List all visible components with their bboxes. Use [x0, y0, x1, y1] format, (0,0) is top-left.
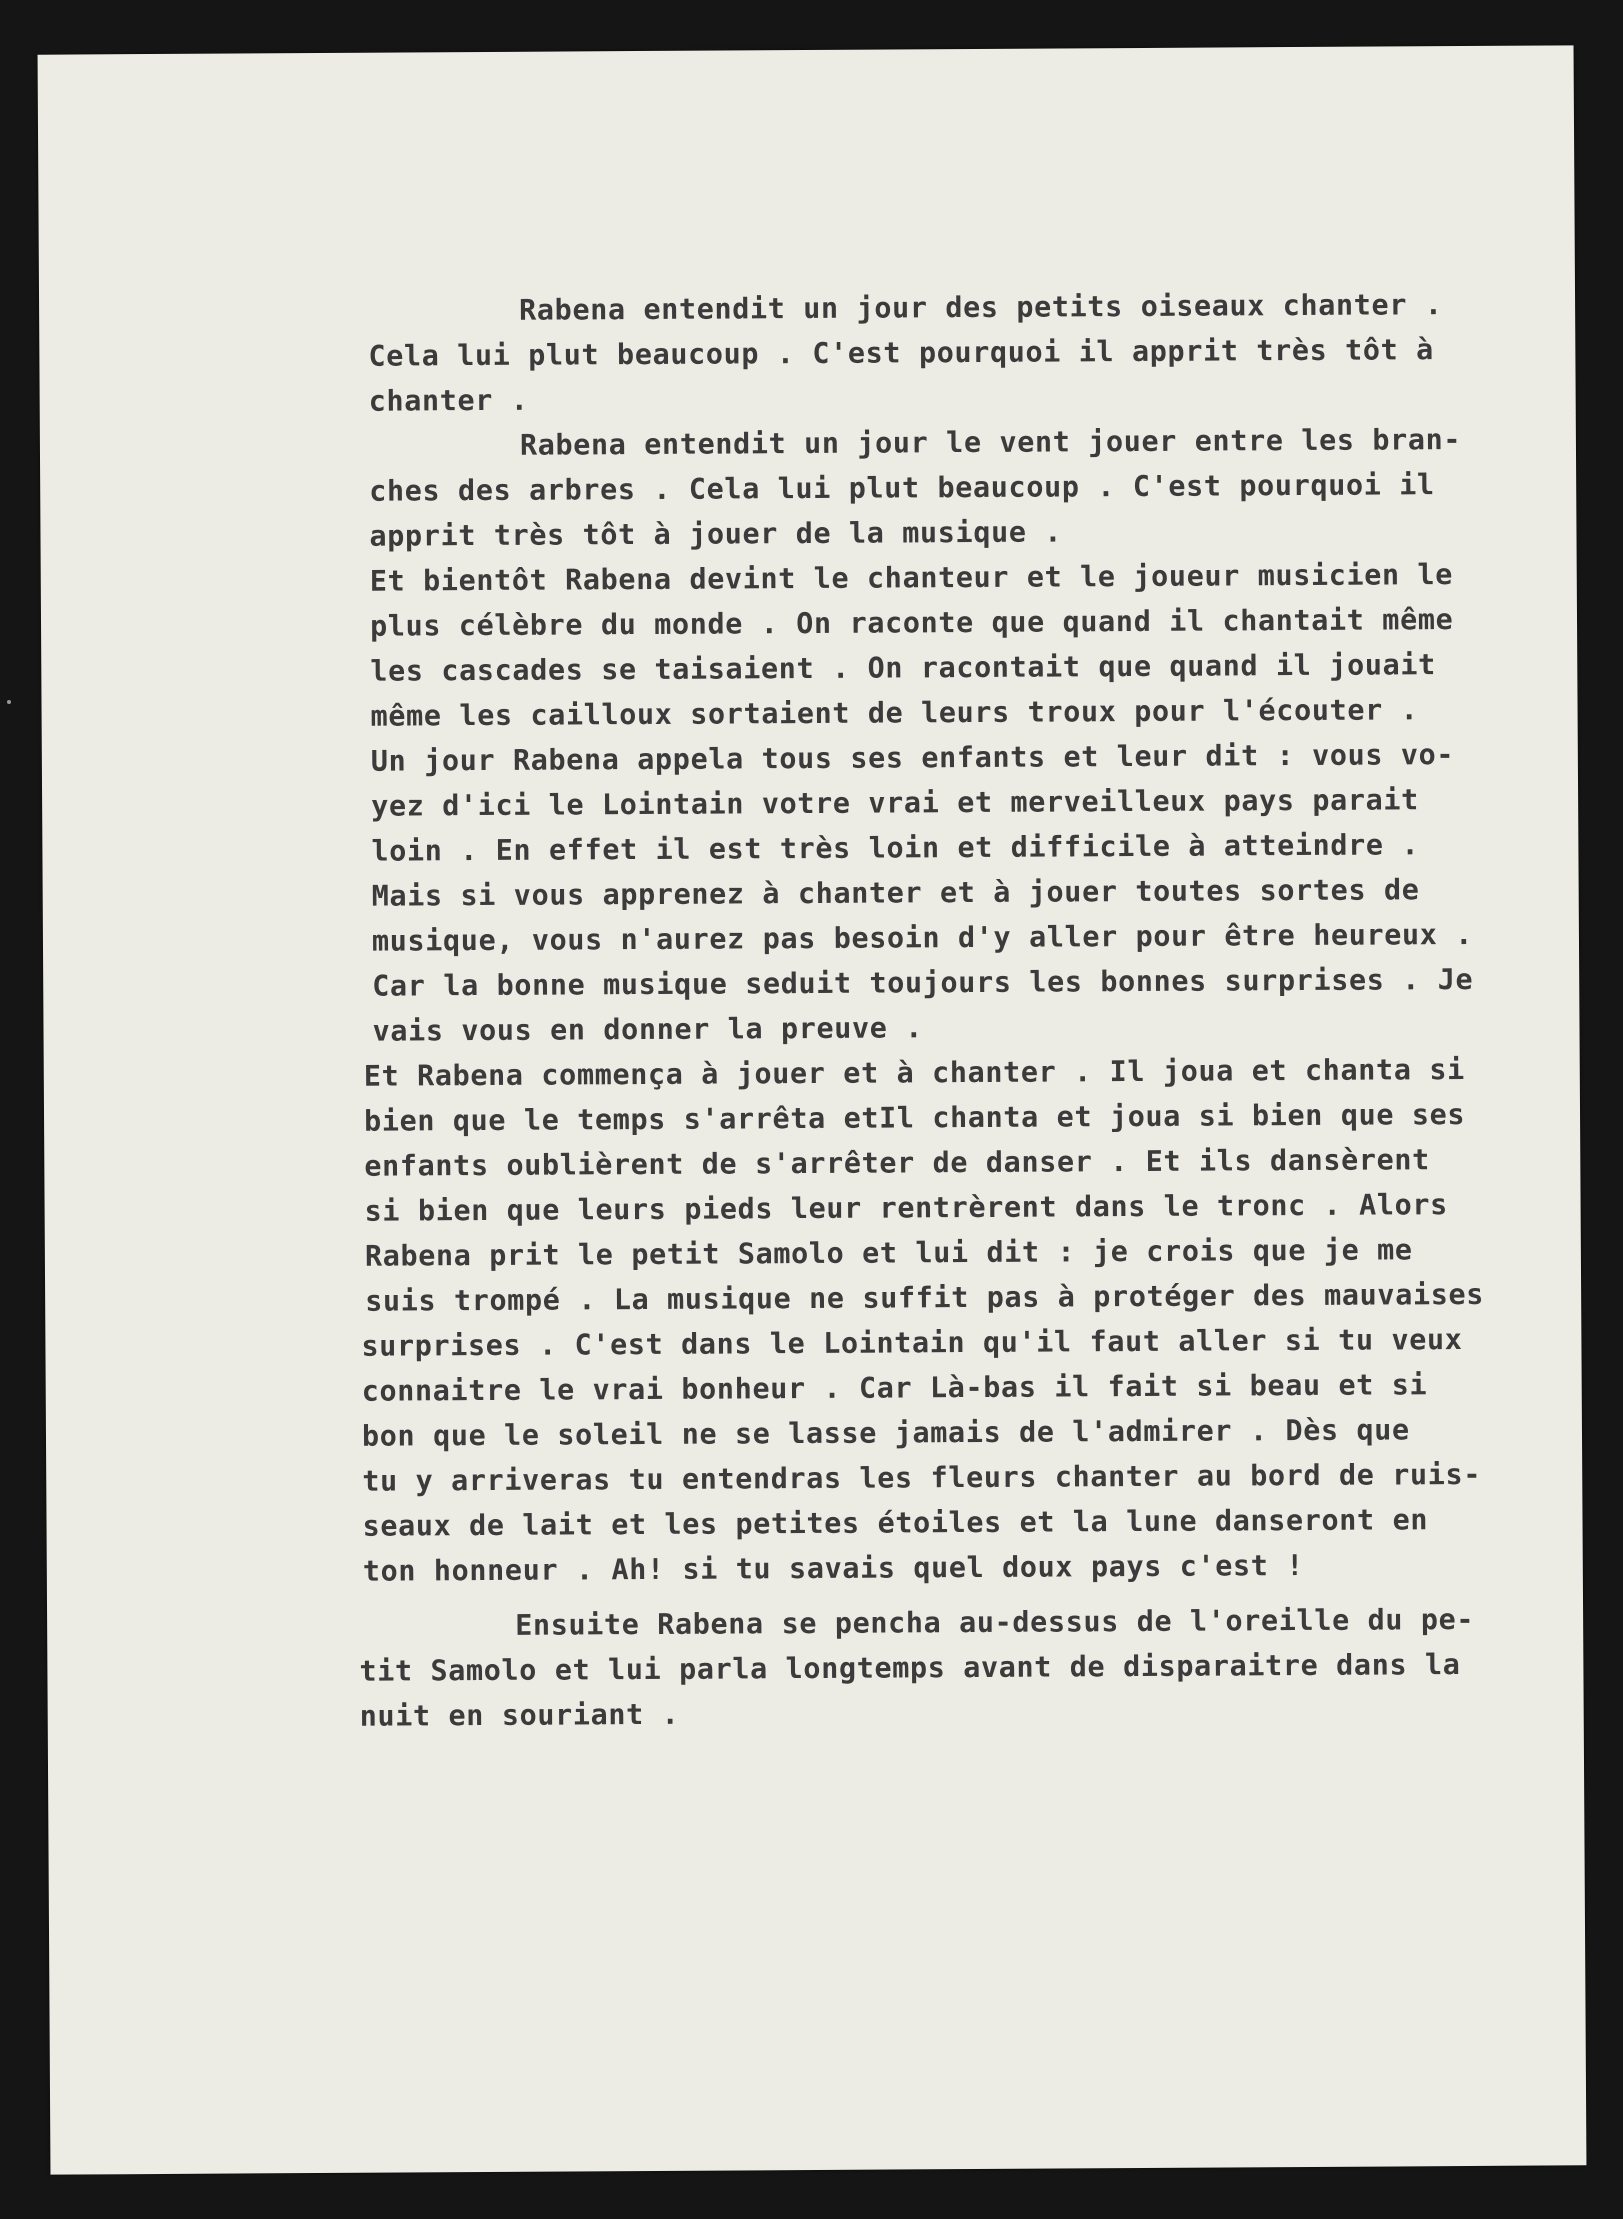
text-line: connaitre le vrai bonheur . Car Là-bas il fait si beau et si: [361, 1368, 1428, 1408]
text-line: Et Rabena commença à jouer et à chanter . Il joua et chanta si: [363, 1053, 1465, 1093]
text-line: ches des arbres . Cela lui plut beaucoup . C'est pourquoi il: [369, 468, 1435, 508]
text-line: suis trompé . La musique ne suffit pas à protéger des mauvaises: [365, 1277, 1485, 1318]
text-line: apprit très tôt à jouer de la musique .: [369, 515, 1063, 553]
text-line: chanter .: [368, 383, 529, 418]
text-line: tit Samolo et lui parla longtemps avant de disparaitre dans la: [359, 1648, 1461, 1688]
text-line: les cascades se taisaient . On racontait que quand il jouait: [370, 648, 1436, 688]
text-line: Et bientôt Rabena devint le chanteur et le joueur musicien le: [369, 558, 1454, 598]
text-line: surprises . C'est dans le Lointain qu'il faut aller si tu veux: [361, 1323, 1463, 1363]
text-line: ton honneur . Ah! si tu savais quel doux pays c'est !: [362, 1549, 1305, 1588]
text-line: plus célèbre du monde . On raconte que quand il chantait même: [369, 603, 1454, 643]
text-line: Rabena prit le petit Samolo et lui dit : je crois que je me: [364, 1233, 1413, 1273]
text-line: Rabena entendit un jour le vent jouer entre les bran-: [519, 423, 1462, 462]
text-line: bien que le temps s'arrêta etIl chanta et joua si bien que ses: [363, 1098, 1466, 1138]
text-line: vais vous en donner la preuve .: [372, 1011, 924, 1048]
text-line: nuit en souriant .: [359, 1697, 680, 1733]
text-line: loin . En effet il est très loin et difficile à atteindre .: [371, 828, 1420, 868]
typewritten-page: [38, 45, 1587, 2174]
text-line: si bien que leurs pieds leur rentrèrent dans le tronc . Alors: [364, 1188, 1448, 1228]
dust-speck: [7, 700, 11, 704]
text-line: Mais si vous apprenez à chanter et à jouer toutes sortes de: [371, 873, 1420, 913]
text-line: même les cailloux sortaient de leurs troux pour l'écouter .: [370, 693, 1419, 733]
text-line: bon que le soleil ne se lasse jamais de l'admirer . Dès que: [361, 1413, 1410, 1453]
text-line: Un jour Rabena appela tous ses enfants et leur dit : vous vo-: [370, 738, 1455, 778]
text-line: seaux de lait et les petites étoiles et la lune danseront en: [362, 1503, 1429, 1543]
text-line: Car la bonne musique seduit toujours les bonnes surprises . Je: [372, 962, 1474, 1003]
text-line: enfants oublièrent de s'arrêter de danser . Et ils dansèrent: [364, 1143, 1430, 1183]
text-line: Ensuite Rabena se pencha au-dessus de l'oreille du pe-: [515, 1602, 1475, 1642]
text-line: musique, vous n'aurez pas besoin d'y aller pour être heureux .: [371, 917, 1474, 958]
text-line: tu y arriveras tu entendras les fleurs chanter au bord de ruis-: [362, 1457, 1482, 1498]
text-line: yez d'ici le Lointain votre vrai et merveilleux pays parait: [371, 783, 1419, 823]
text-line: Rabena entendit un jour des petits oiseaux chanter .: [519, 288, 1443, 327]
text-line: Cela lui plut beaucoup . C'est pourquoi il apprit très tôt à: [368, 333, 1434, 373]
